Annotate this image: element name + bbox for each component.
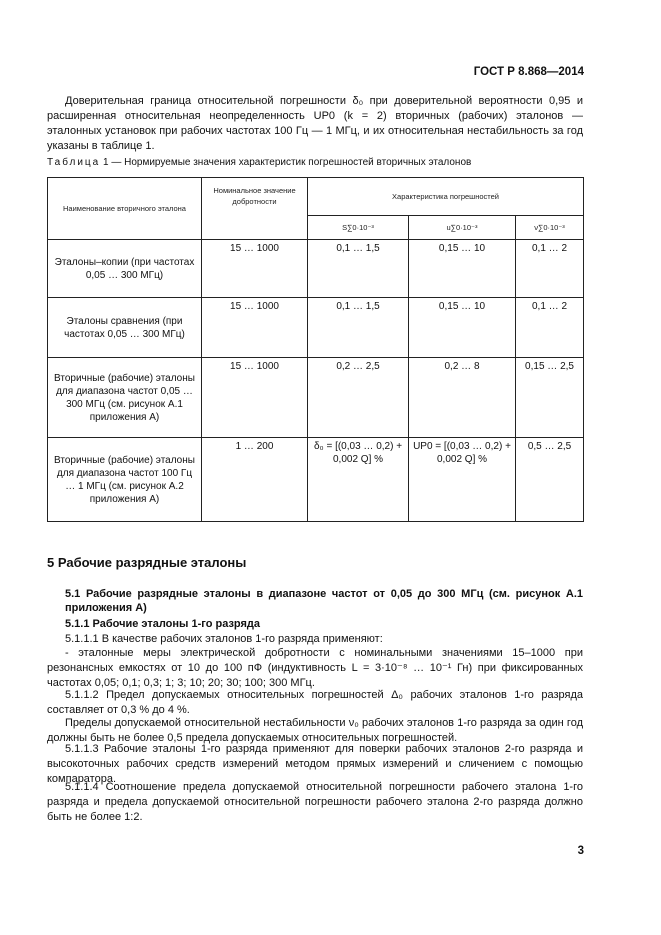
header-nominal: Номинальное значение добротности	[202, 178, 308, 240]
row-s: 0,2 … 2,5	[308, 358, 409, 438]
row-nominal: 15 … 1000	[202, 358, 308, 438]
document-header: ГОСТ Р 8.868—2014	[473, 66, 584, 78]
row-s: δ₀ = [(0,03 … 0,2) + 0,002 Q] %	[308, 438, 409, 522]
row-v: 0,5 … 2,5	[516, 438, 584, 522]
row-v: 0,1 … 2	[516, 298, 584, 358]
intro-paragraph: Доверительная граница относительной погрешности δ₀ при доверительной вероятности 0,95 и расширенная относительная неопределенность UР0 (k = 2) вторичных (рабочих) эталонов — эталонных установок при рабочих частотах 100 Гц — 1 МГц, и их относительная нестабильность за год указаны в таблице 1.	[47, 95, 583, 152]
row-name: Эталоны сравнения (при частотах 0,05 … 300 МГц)	[48, 298, 202, 358]
table-row	[48, 438, 584, 522]
row-name: Вторичные (рабочие) эталоны для диапазона частот 100 Гц … 1 МГц (см. рисунок А.2 приложения А)	[48, 438, 202, 522]
row-name: Вторичные (рабочие) эталоны для диапазона частот 0,05 … 300 МГц (см. рисунок А.1 приложения А)	[48, 358, 202, 438]
table-caption	[47, 157, 471, 168]
header-characteristic: Характеристика погрешностей	[308, 178, 584, 216]
section-5-title: 5 Рабочие разрядные эталоны	[47, 555, 247, 570]
header-u: u∑0·10⁻³	[409, 216, 516, 240]
row-nominal: 15 … 1000	[202, 240, 308, 298]
table-row	[48, 298, 584, 358]
row-v: 0,15 … 2,5	[516, 358, 584, 438]
header-name: Наименование вторичного эталона	[48, 178, 202, 240]
table-caption-text: 1 — Нормируемые значения характеристик погрешностей вторичных эталонов	[100, 157, 472, 168]
section-5-1-title: 5.1 Рабочие разрядные эталоны в диапазоне частот от 0,05 до 300 МГц (см. рисунок А.1 приложения А)	[65, 588, 583, 614]
row-u: 0,15 … 10	[409, 240, 516, 298]
row-u: 0,2 … 8	[409, 358, 516, 438]
paragraph-5-1-1-3: 5.1.1.3 Рабочие эталоны 1-го разряда применяют для поверки рабочих эталонов 2-го разряда и высокоточных рабочих средств измерений методом прямых измерений и сличением с помощью компаратора.	[47, 743, 583, 785]
paragraph-5-1-1-1: 5.1.1.1 В качестве рабочих эталонов 1-го разряда применяют:	[65, 633, 383, 645]
paragraph-5-1-1-2: 5.1.1.2 Предел допускаемых относительных погрешностей Δ₀ рабочих эталонов 1-го разряда составляет от 0,3 % до 4 %.	[47, 689, 583, 716]
row-s: 0,1 … 1,5	[308, 240, 409, 298]
row-u: UР0 = [(0,03 … 0,2) + 0,002 Q] %	[409, 438, 516, 522]
section-5-1-1-title: 5.1.1 Рабочие эталоны 1-го разряда	[65, 618, 261, 630]
row-s: 0,1 … 1,5	[308, 298, 409, 358]
table-row	[48, 358, 584, 438]
paragraph-measures: - эталонные меры электрической добротности с номинальными значениями 15–1000 при резонансных емкостях от 10 до 100 пФ (индуктивность L = 3·10⁻⁸ … 10⁻¹ Гн) при фиксированных частотах 0,05; 0,1; 0,3; 1; 3; 10; 20; 30; 100; 300 МГц.	[47, 647, 583, 689]
paragraph-instability: Пределы допускаемой относительной нестабильности ν₀ рабочих эталонов 1-го разряда за один год должны быть не более 0,5 предела допускаемых относительных погрешностей.	[47, 717, 583, 744]
row-u: 0,15 … 10	[409, 298, 516, 358]
table-caption-prefix: Таблица	[47, 157, 101, 168]
page-number: 3	[577, 845, 584, 857]
standards-table	[47, 177, 584, 522]
header-s: S∑0·10⁻³	[308, 216, 409, 240]
paragraph-5-1-1-4: 5.1.1.4 Соотношение предела допускаемой относительной погрешности рабочего эталона 1-го разряда и предела допускаемой относительной погрешности рабочего эталона 2-го разряда должно быть не более 1:2.	[47, 781, 583, 823]
row-name: Эталоны–копии (при частотах 0,05 … 300 МГц)	[48, 240, 202, 298]
row-nominal: 15 … 1000	[202, 298, 308, 358]
table-row	[48, 240, 584, 298]
header-v: ν∑0·10⁻³	[516, 216, 584, 240]
row-v: 0,1 … 2	[516, 240, 584, 298]
row-nominal: 1 … 200	[202, 438, 308, 522]
